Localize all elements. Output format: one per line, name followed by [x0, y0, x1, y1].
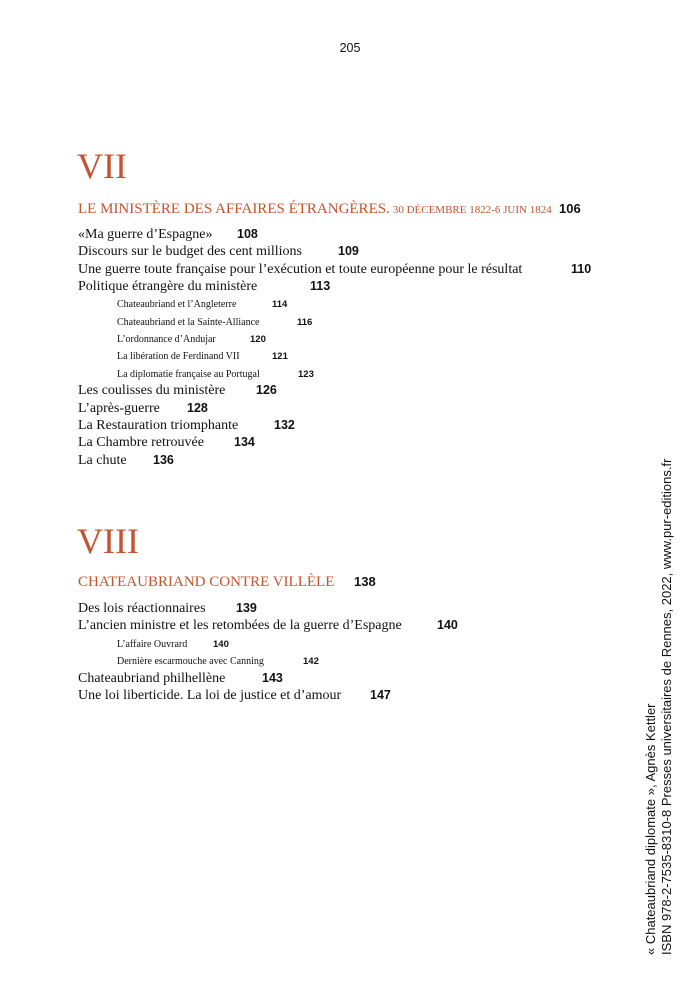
toc-subentry[interactable] — [117, 368, 314, 382]
toc-subentry[interactable] — [117, 655, 319, 669]
toc-entry[interactable] — [78, 243, 359, 260]
side-credit — [643, 435, 675, 955]
toc-entry[interactable] — [78, 226, 258, 243]
toc-entry[interactable] — [78, 617, 458, 634]
toc-subentry[interactable] — [117, 333, 266, 347]
toc-entry-text: Politique étrangère du ministère — [78, 279, 258, 294]
toc-entry-text: L’ancien ministre et les retombées de la guerre d’Espagne — [78, 618, 402, 633]
toc-subentry-page: 121 — [272, 351, 288, 362]
toc-entry-page: 134 — [234, 435, 255, 449]
toc-subentry-text: Dernière escarmouche avec Canning — [117, 656, 264, 667]
toc-entry-text: «Ma guerre d’Espagne» — [78, 227, 213, 242]
toc-subentry-page: 114 — [272, 299, 288, 310]
toc-entry[interactable] — [78, 382, 277, 399]
toc-entry-text: Les coulisses du ministère — [78, 383, 226, 398]
toc-entry-page: 147 — [370, 688, 391, 702]
toc-entry-page: 140 — [437, 618, 458, 632]
part-title-text: LE MINISTÈRE DES AFFAIRES ÉTRANGÈRES. — [78, 201, 390, 217]
toc-subentry[interactable] — [117, 316, 313, 330]
toc-entry-text: Une loi liberticide. La loi de justice et d’amour — [78, 688, 342, 703]
page-number: 205 — [339, 41, 361, 55]
toc-entry-text: La Restauration triomphante — [78, 418, 239, 433]
toc-entry[interactable] — [78, 687, 391, 704]
toc-entry-text: La chute — [78, 453, 127, 468]
toc-entry-page: 143 — [262, 671, 283, 685]
toc-entry-text: La Chambre retrouvée — [78, 435, 204, 450]
toc-entry-text: L’après-guerre — [78, 401, 160, 416]
toc-entry-page: 108 — [237, 227, 258, 241]
toc-subentry-text: Chateaubriand et l’Angleterre — [117, 299, 237, 310]
toc-subentry-text: L’ordonnance d’Andujar — [117, 334, 216, 345]
part-title — [78, 572, 376, 592]
toc-subentry-text: Chateaubriand et la Sainte-Alliance — [117, 317, 260, 328]
side-credit-line1: « Chateaubriand diplomate », Agnès Kettler — [643, 703, 658, 955]
toc-entry-page: 136 — [153, 453, 174, 467]
toc-entry-page: 139 — [236, 601, 257, 615]
toc-entry[interactable] — [78, 278, 331, 295]
toc-entry-page: 126 — [256, 383, 277, 397]
toc-entry[interactable] — [78, 452, 174, 469]
toc-entry[interactable] — [78, 400, 208, 417]
part-title — [78, 199, 581, 220]
toc-entry[interactable] — [78, 600, 257, 617]
toc-subentry-page: 120 — [250, 334, 266, 345]
part-title-text: CHATEAUBRIAND CONTRE VILLÈLE — [78, 574, 335, 590]
toc-subentry-page: 116 — [297, 317, 313, 328]
part-title-page: 138 — [354, 574, 376, 589]
toc-entry-text: Des lois réactionnaires — [78, 601, 206, 616]
toc-subentry-text: La diplomatie française au Portugal — [117, 369, 260, 380]
toc-subentry-page: 123 — [298, 369, 314, 380]
toc-entry-page: 132 — [274, 418, 295, 432]
side-credit-line2: ISBN 978-2-7535-8310-8 Presses universitaires de Rennes, 2022, www.pur-editions.fr — [659, 458, 674, 955]
toc-subentry[interactable] — [117, 638, 229, 652]
toc-entry-text: Discours sur le budget des cent millions — [78, 244, 302, 259]
toc-entry[interactable] — [78, 434, 255, 451]
toc-entry-text: Chateaubriand philhellène — [78, 671, 226, 686]
toc-entry-text: Une guerre toute française pour l’exécution et toute européenne pour le résultat — [78, 262, 523, 277]
toc-subentry[interactable] — [117, 350, 288, 364]
toc-subentry-page: 142 — [303, 656, 319, 667]
part-numeral: VIII — [77, 521, 139, 561]
part-title-page: 106 — [559, 201, 581, 216]
toc-subentry-page: 140 — [213, 639, 229, 650]
toc-entry-page: 110 — [571, 262, 592, 276]
toc-subentry-text: La libération de Ferdinand VII — [117, 351, 240, 362]
toc-subentry-text: L’affaire Ouvrard — [117, 639, 188, 650]
toc-entry-page: 128 — [187, 401, 208, 415]
part-numeral: VII — [77, 146, 127, 186]
toc-entry-page: 109 — [338, 244, 359, 258]
part-title-dates: 30 DÉCEMBRE 1822-6 JUIN 1824 — [392, 204, 552, 216]
toc-entry[interactable] — [78, 670, 283, 687]
toc-entry-page: 113 — [310, 279, 331, 293]
toc-entry[interactable] — [78, 261, 592, 278]
toc-subentry[interactable] — [117, 298, 288, 312]
toc-entry[interactable] — [78, 417, 295, 434]
